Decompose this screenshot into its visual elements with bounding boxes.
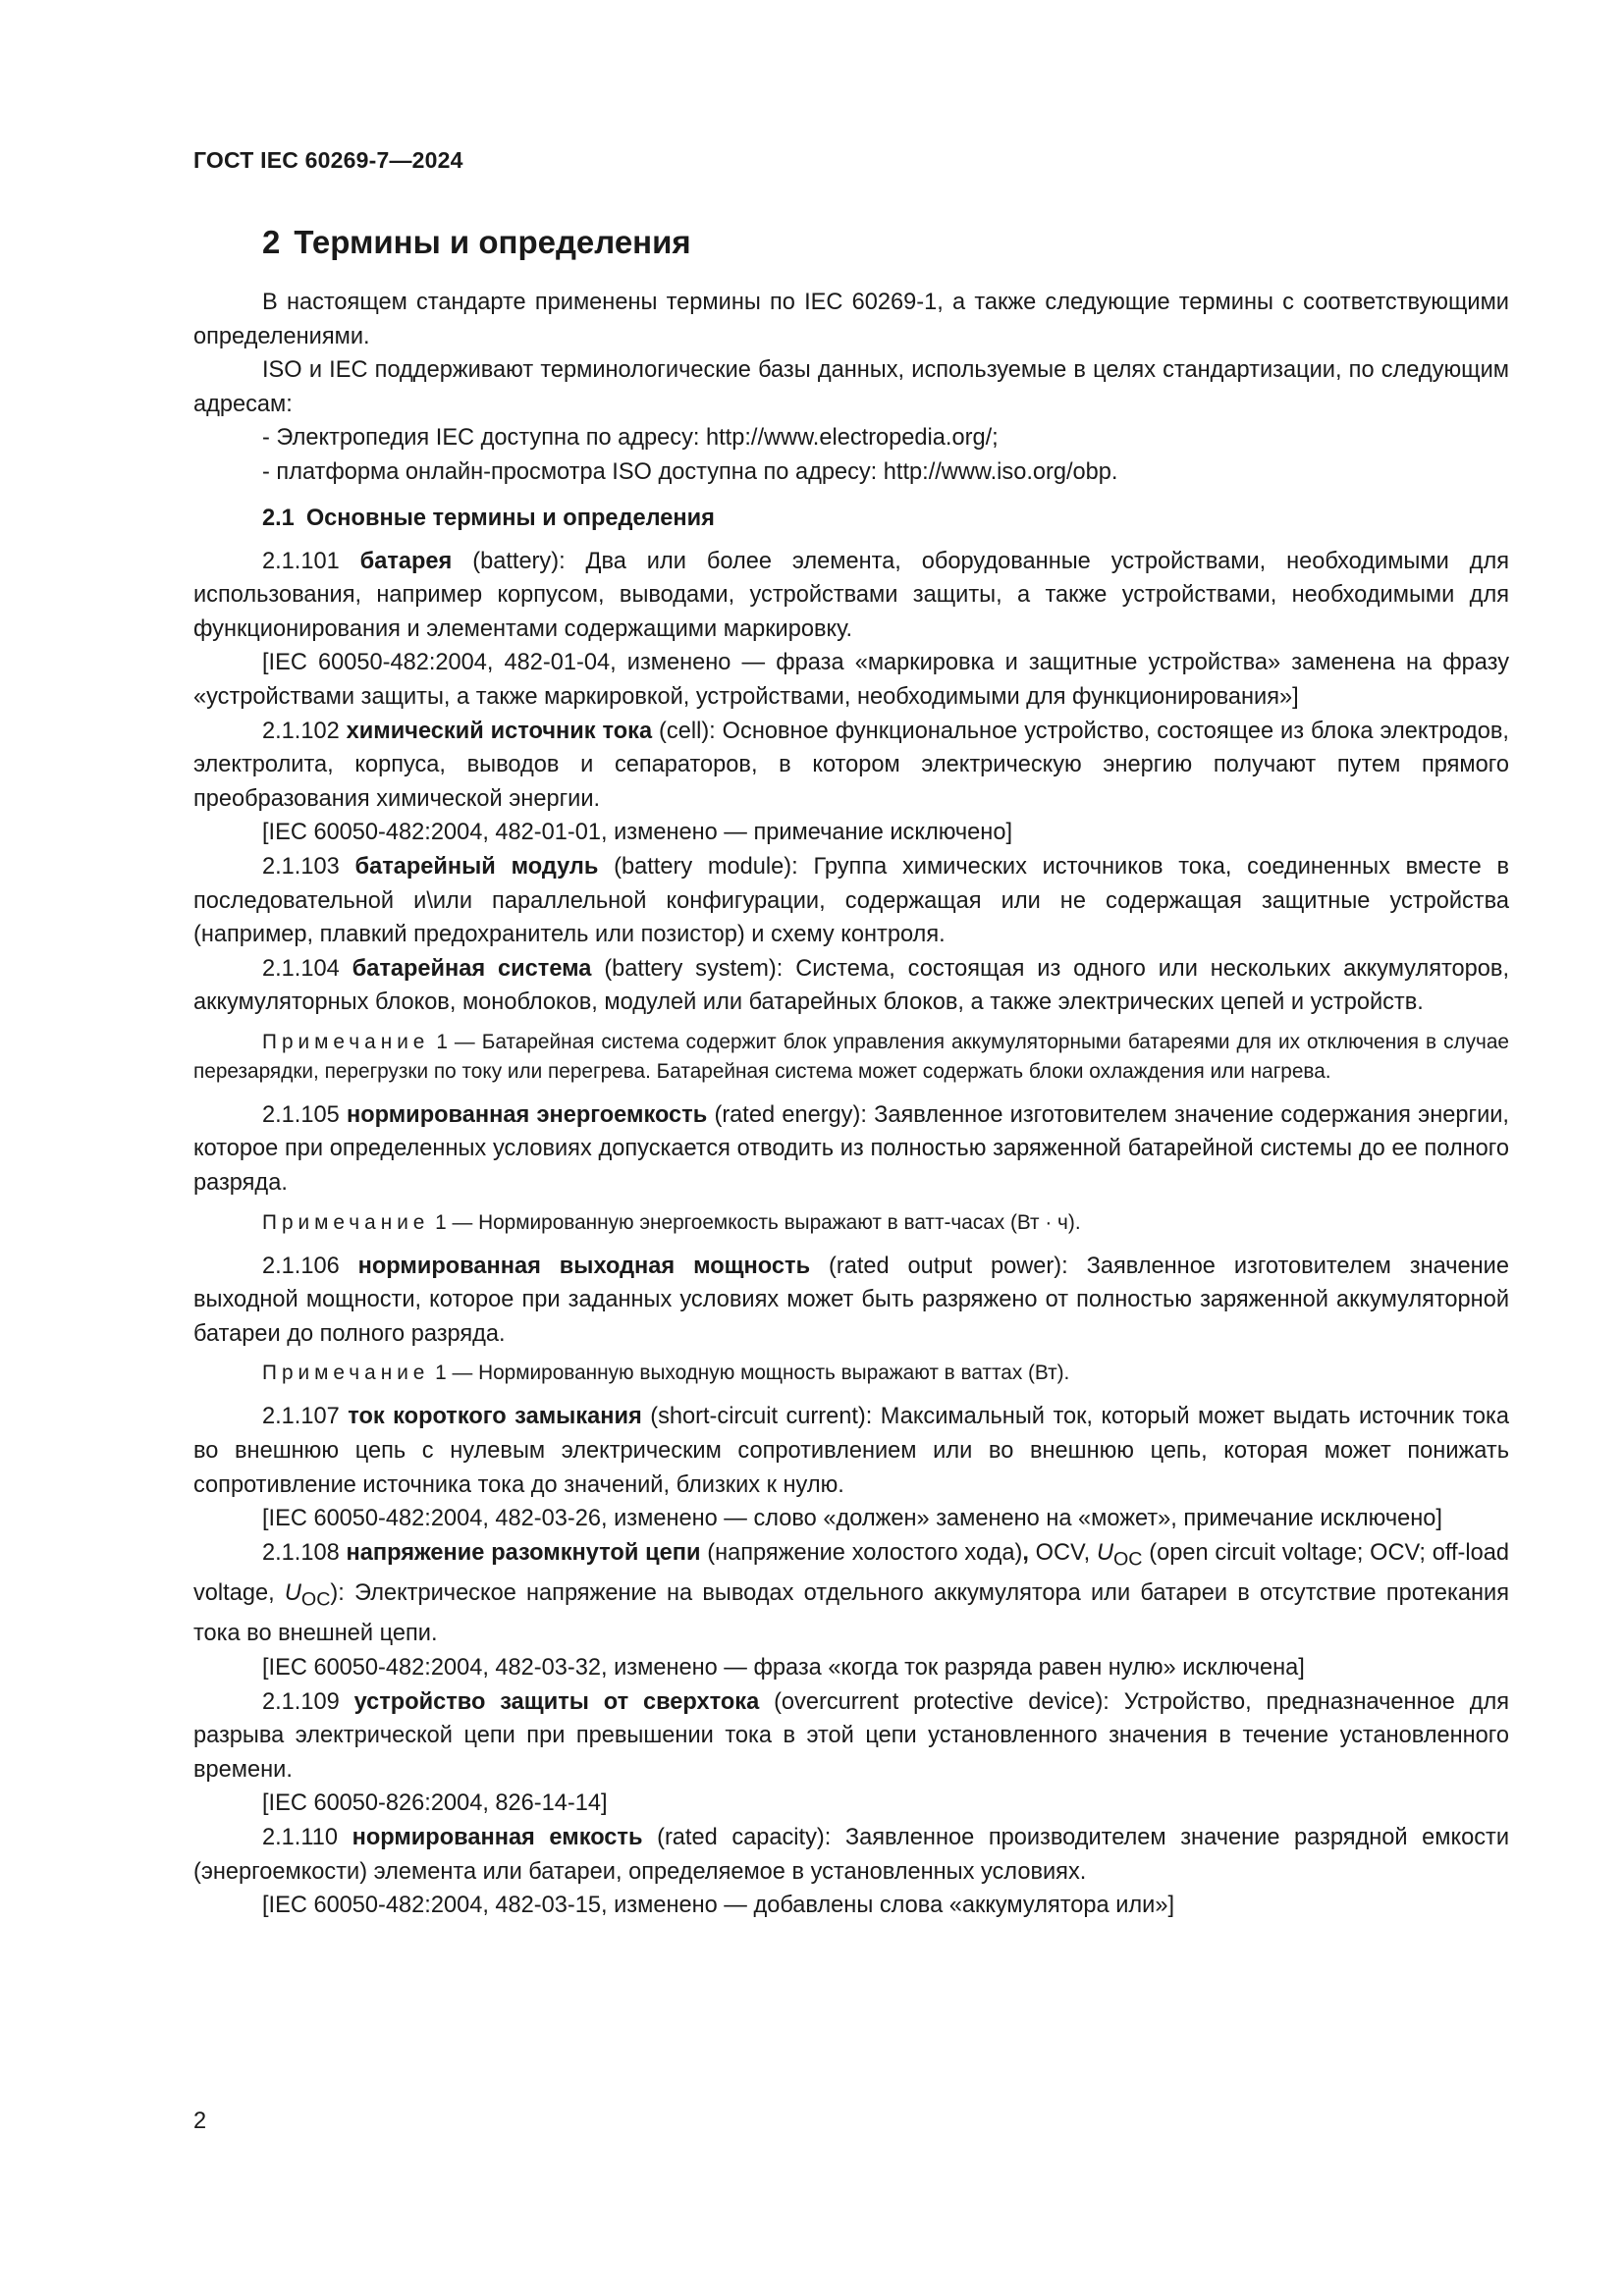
symbol-u: U [284,1580,301,1607]
term-definition: (battery): Два или более элемента, оборудованные устройствами, необходимыми для использования, например корпусом, выводами, устройствами защиты, а также устройствами, необходимыми для функционирования и элементами содержащими маркировку. [193,548,1509,642]
note-number: 1 — [429,1030,482,1053]
term-note [193,1208,1509,1238]
term-definition: (short-circuit current): Максимальный ток, который может выдать источник тока во внешнюю цепь с нулевым электрическим сопротивлением или во внешнюю цепь, которая может понижать сопротивление источника тока до значений, близких к нулю. [193,1404,1509,1498]
subsection-number: 2.1 [262,505,295,531]
list-item: - Электропедия IEC доступна по адресу: http://www.electropedia.org/; [262,425,999,452]
term-name: батарейный модуль [354,853,599,880]
term-name: нормированная емкость [352,1825,643,1850]
term-name: батарейная система [352,955,592,982]
term-source: [IEC 60050-482:2004, 482-01-01, изменено — примечание исключено] [262,820,1013,846]
note-label: Примечание [262,1210,430,1234]
section-number: 2 [262,224,281,260]
term-definition: (rated energy): Заявленное изготовителем значение содержания энергии, которое при определенных условиях допускается отводить из полностью заряженной батарейной системы до ее полного разряда. [193,1101,1509,1197]
term-number: 2.1.107 [262,1404,340,1430]
term-synonym: (напряжение холостого хода) [700,1539,1023,1566]
subsection-heading [262,502,1509,535]
symbol-u: U [1096,1539,1113,1566]
symbol-subscript: OC [300,1588,331,1611]
note-text: Батарейная система содержит блок управления аккумуляторными батареями для их отключения в случае перезарядки, перегрузки по току или перегрева. Батарейная система может содержать блоки охлаждения или нагрева. [193,1030,1510,1083]
term-entry [193,1400,1509,1502]
term-number: 2.1.102 [262,718,340,744]
term-definition: (rated capacity): Заявленное производителем значение разрядной емкости (энергоемкости) элемента или батареи, определяемое в установленных условиях. [193,1825,1509,1885]
note-number: 1 — [429,1362,479,1385]
term-number: 2.1.109 [262,1688,340,1715]
term-definition: (rated output power): Заявленное изготовителем значение выходной мощности, которое при заданных условиях может быть разряжено от полностью заряженной аккумуляторной батареи до полного разряда. [193,1253,1509,1347]
section-heading [262,221,1509,264]
term-definition: ): Электрическое напряжение на выводах отдельного аккумулятора или батареи в отсутствие протекания тока во внешней цепи. [193,1580,1509,1647]
section-title: Термины и определения [294,224,691,260]
term-note [193,1028,1509,1087]
symbol-subscript: OC [1112,1548,1143,1571]
term-number: 2.1.105 [262,1101,340,1128]
term-definition: (cell): Основное функциональное устройство, состоящее из блока электродов, электролита, корпуса, выводов и сепараторов, в котором электрическую энергию получают путем прямого преобразования химической энергии. [193,718,1509,812]
term-entry [193,715,1509,817]
term-name: химический источник тока [346,718,653,744]
term-name: нормированная энергоемкость [346,1101,708,1128]
term-entry [193,1098,1509,1201]
note-text: Нормированную энергоемкость выражают в ватт-часах (Вт · ч). [478,1210,1081,1234]
note-label: Примечание [262,1362,430,1385]
term-entry [193,545,1509,647]
term-note [193,1359,1509,1388]
term-number: 2.1.110 [262,1825,338,1850]
list-item: - платформа онлайн-просмотра ISO доступна по адресу: http://www.iso.org/obp. [262,458,1118,485]
term-definition: (overcurrent protective device): Устройство, предназначенное для разрыва электрической цепи при превышении тока в этой цепи установленного значения в течение установленного времени. [193,1688,1510,1783]
term-separator: , [1022,1539,1029,1566]
term-entry [193,1821,1509,1889]
term-source: [IEC 60050-482:2004, 482-03-32, изменено — фраза «когда ток разряда равен нулю» исключена] [262,1655,1305,1682]
term-number: 2.1.101 [262,548,340,574]
term-entry [193,1685,1509,1788]
note-text: Нормированную выходную мощность выражают в ваттах (Вт). [478,1362,1070,1385]
term-entry [193,952,1509,1020]
term-name: нормированная выходная мощность [357,1253,811,1279]
note-label: Примечание [262,1030,430,1053]
term-english: (open circuit voltage; OCV; off-load voltage, [193,1539,1509,1607]
document-header: ГОСТ IEC 60269-7—2024 [193,147,463,173]
term-number: 2.1.108 [262,1539,340,1566]
term-abbrev: OCV, [1028,1539,1097,1566]
term-source: [IEC 60050-826:2004, 826-14-14] [262,1790,608,1817]
intro-paragraph: ISO и IEC поддерживают терминологические базы данных, используемые в целях стандартизации, по следующим адресам: [193,357,1509,417]
term-source: [IEC 60050-482:2004, 482-03-26, изменено — слово «должен» заменено на «может», примечание исключено] [262,1506,1442,1532]
term-source: [IEC 60050-482:2004, 482-01-04, изменено — фраза «маркировка и защитные устройства» заменена на фразу «устройствами защиты, а также маркировкой, устройствами, необходимыми для функционирования»] [193,650,1509,710]
term-name: напряжение разомкнутой цепи [346,1539,701,1566]
note-number: 1 — [429,1210,479,1234]
term-entry [193,1536,1509,1651]
term-definition: (battery system): Система, состоящая из одного или нескольких аккумуляторов, аккумуляторных блоков, моноблоков, модулей или батарейных блоков, а также электрических цепей и устройств. [193,955,1509,1016]
term-name: ток короткого замыкания [348,1404,642,1430]
subsection-title: Основные термины и определения [305,505,715,531]
intro-paragraph: В настоящем стандарте применены термины по IEC 60269-1, а также следующие термины с соответствующими определениями. [193,290,1509,349]
term-name: батарея [359,548,453,574]
page-number: 2 [193,2109,207,2134]
document-body [193,221,1509,1923]
term-number: 2.1.104 [262,955,340,982]
term-entry [193,850,1509,952]
term-name: устройство защиты от сверхтока [353,1688,760,1715]
term-definition: (battery module): Группа химических источников тока, соединенных вместе в последовательной и\или параллельной конфигурации, содержащая или не содержащая защитные устройства (например, плавкий предохранитель или позистор) и схему контроля. [193,853,1509,948]
term-source: [IEC 60050-482:2004, 482-03-15, изменено — добавлены слова «аккумулятора или»] [262,1893,1175,1919]
term-entry [193,1250,1509,1352]
term-number: 2.1.103 [262,853,340,880]
term-number: 2.1.106 [262,1253,340,1279]
